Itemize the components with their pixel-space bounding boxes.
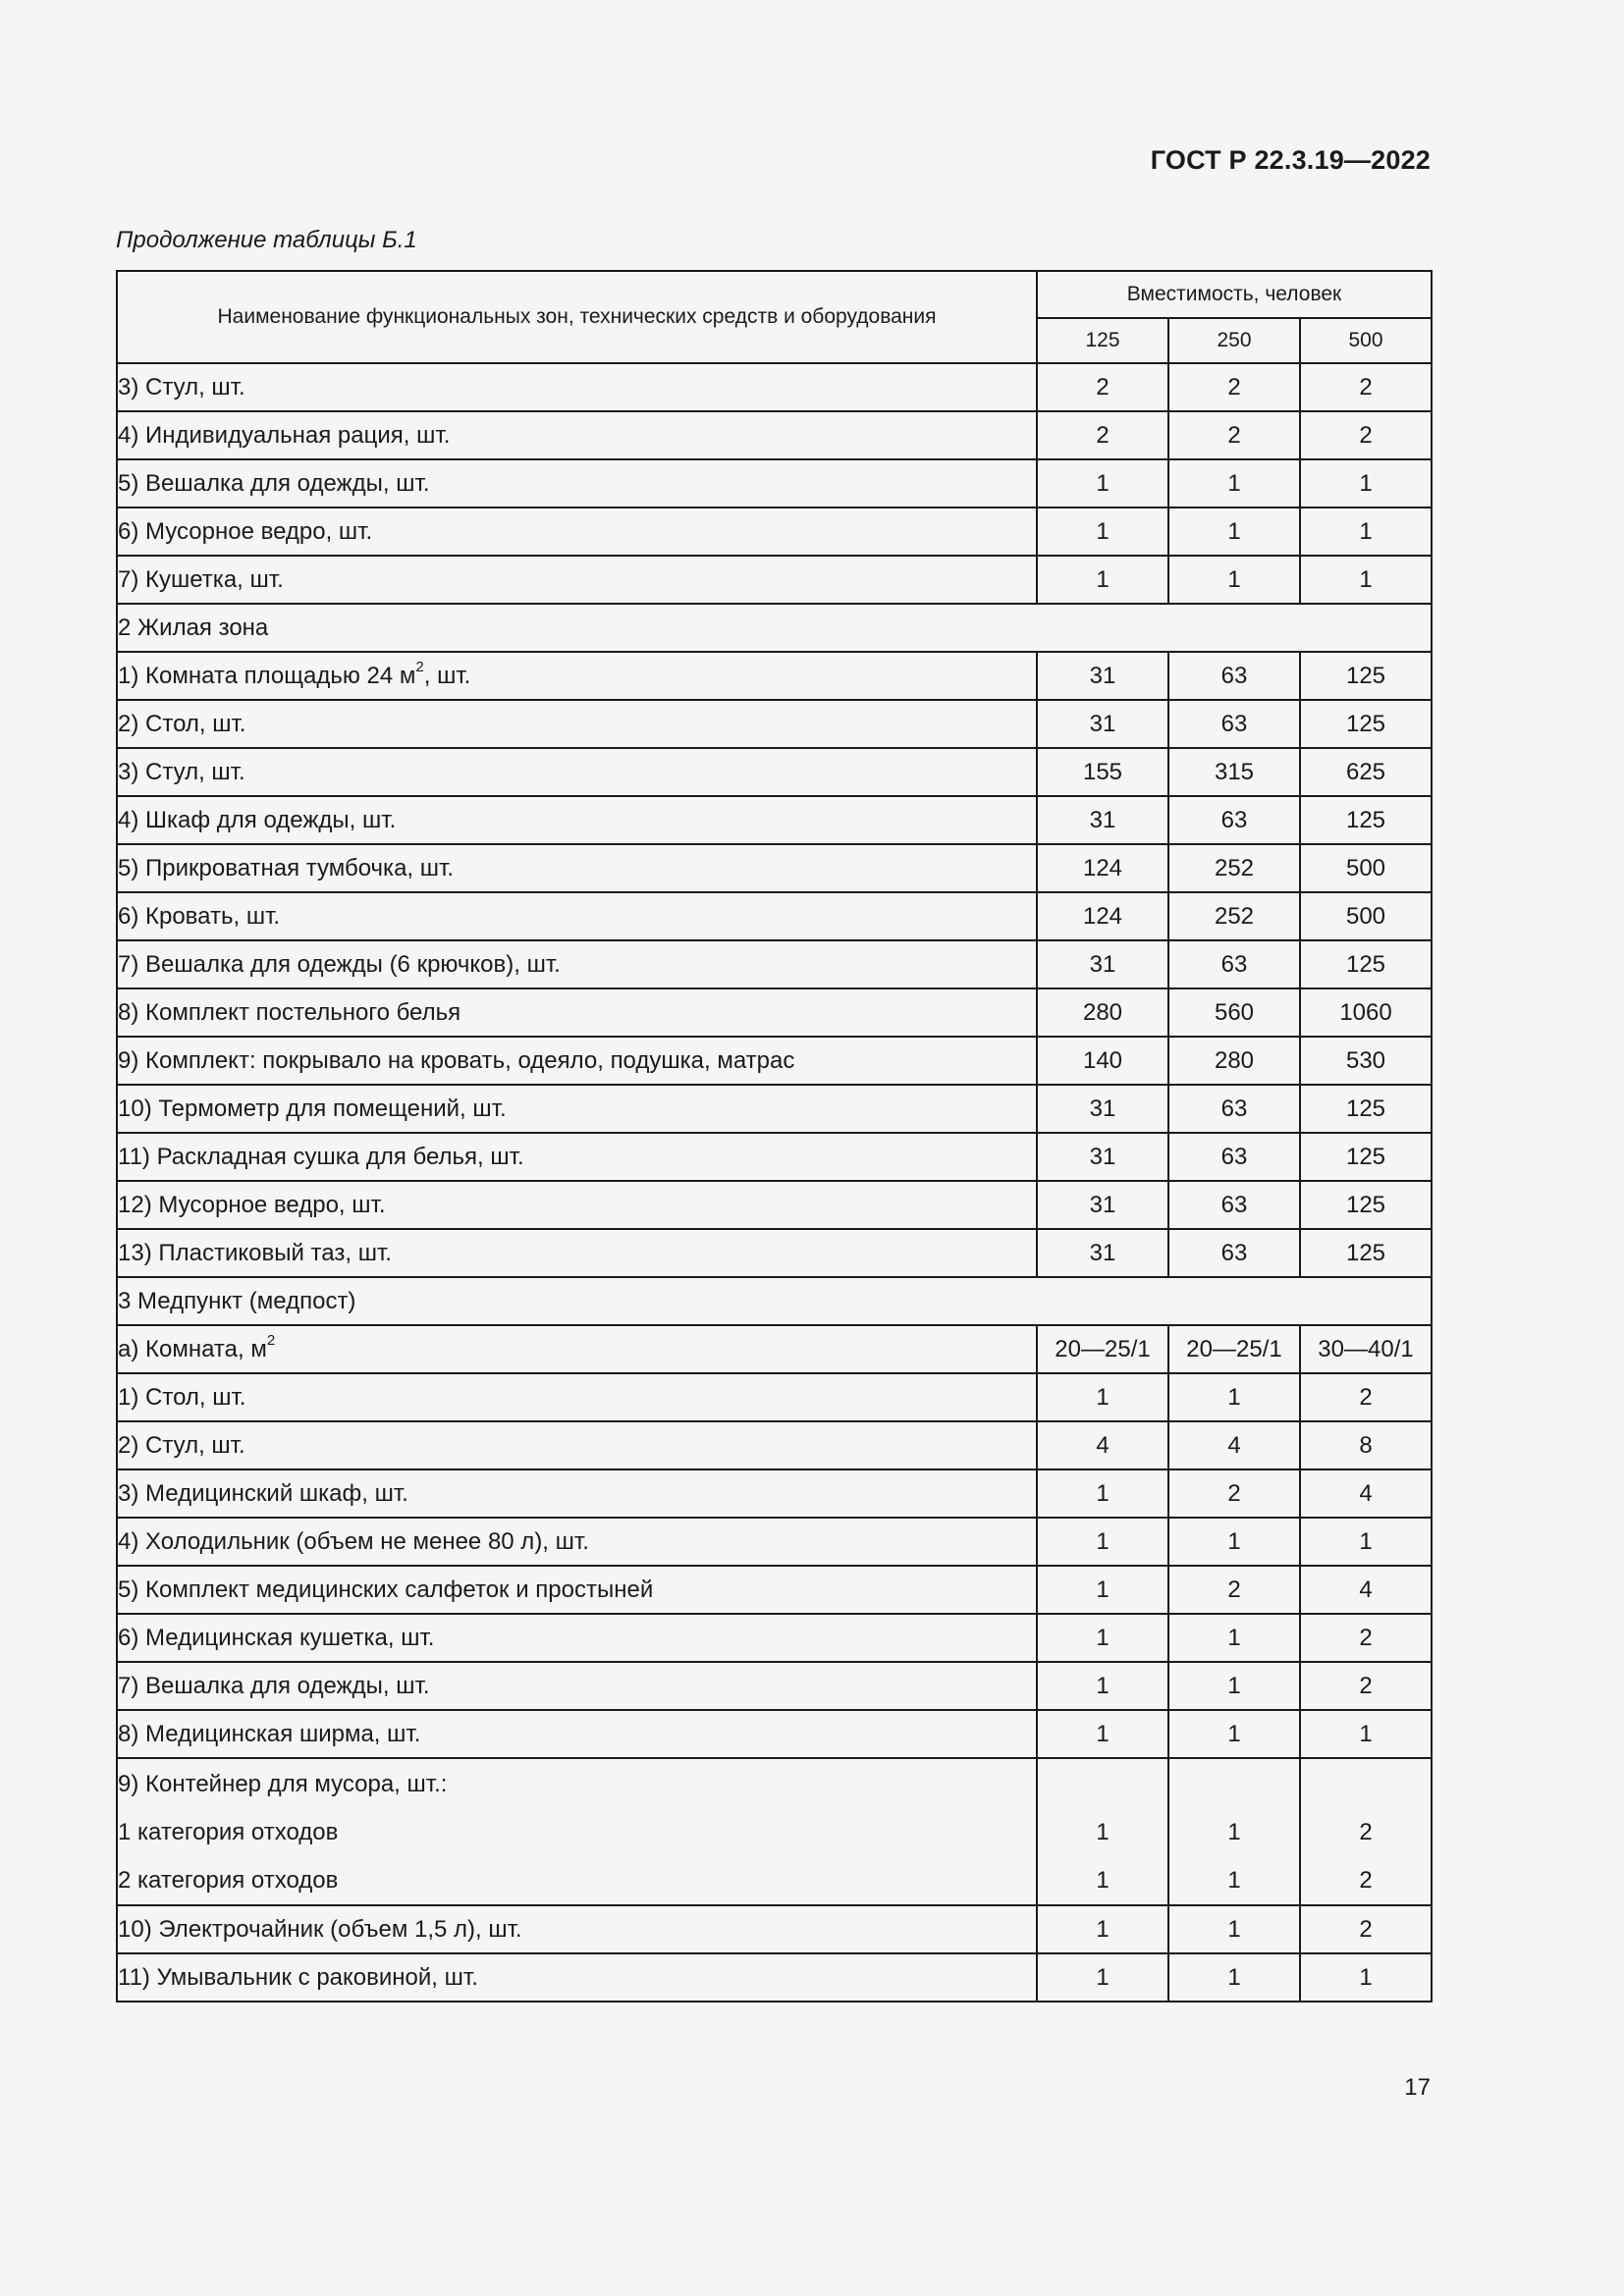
row-name <box>117 459 1037 507</box>
cell-value-line <box>1301 1760 1431 1808</box>
cell-value: 4 <box>1037 1421 1168 1469</box>
column-header-250: 250 <box>1168 318 1300 363</box>
row-name <box>117 1758 1037 1905</box>
cell-value: 1 <box>1168 1905 1300 1953</box>
row-name <box>117 1662 1037 1710</box>
cell-value: 1060 <box>1300 988 1432 1037</box>
cell-value-line: 1 <box>1227 1819 1241 1845</box>
table-row <box>117 363 1432 411</box>
cell-value: 1 <box>1300 556 1432 604</box>
row-name-text: 13) Пластиковый таз, шт. <box>118 1239 392 1266</box>
cell-value: 4 <box>1300 1566 1432 1614</box>
row-name <box>117 748 1037 796</box>
row-name-line: 9) Контейнер для мусора, шт.: <box>118 1771 448 1797</box>
cell-value: 125 <box>1300 1229 1432 1277</box>
cell-value: 1 <box>1300 1953 1432 2002</box>
cell-value: 2 <box>1037 363 1168 411</box>
table-row <box>117 940 1432 988</box>
table-row <box>117 411 1432 459</box>
document-code: ГОСТ Р 22.3.19—2022 <box>1150 145 1431 175</box>
table-row <box>117 1905 1432 1953</box>
cell-value: 20—25/1 <box>1037 1325 1168 1373</box>
row-name-text: 2) Стул, шт. <box>118 1431 245 1459</box>
cell-value: 31 <box>1037 1229 1168 1277</box>
cell-value: 1 <box>1168 1518 1300 1566</box>
cell-value: 63 <box>1168 700 1300 748</box>
table-row <box>117 700 1432 748</box>
row-name-text: 3) Стул, шт. <box>118 758 245 785</box>
table-row <box>117 844 1432 892</box>
cell-value: 31 <box>1037 796 1168 844</box>
row-name <box>117 1905 1037 1953</box>
cell-value-line: 2 <box>1359 1819 1373 1845</box>
cell-value: 1 <box>1037 1518 1168 1566</box>
row-name <box>117 1181 1037 1229</box>
table-body <box>117 363 1432 2002</box>
table-row <box>117 1325 1432 1373</box>
cell-value: 625 <box>1300 748 1432 796</box>
cell-value <box>1168 1758 1300 1905</box>
table-row <box>117 1953 1432 2002</box>
cell-value: 1 <box>1168 1373 1300 1421</box>
row-name <box>117 1469 1037 1518</box>
cell-value: 2 <box>1300 1373 1432 1421</box>
table-row <box>117 556 1432 604</box>
cell-value: 2 <box>1300 1905 1432 1953</box>
column-header-125: 125 <box>1037 318 1168 363</box>
row-name-text: 8) Комплект постельного белья <box>118 998 461 1026</box>
row-name <box>117 1325 1037 1373</box>
cell-value: 1 <box>1168 1953 1300 2002</box>
row-name <box>117 1085 1037 1133</box>
row-name <box>117 363 1037 411</box>
cell-value: 2 <box>1037 411 1168 459</box>
row-name-text: 6) Медицинская кушетка, шт. <box>118 1624 435 1651</box>
section-title: 3 Медпункт (медпост) <box>117 1277 1432 1325</box>
cell-value: 1 <box>1037 1373 1168 1421</box>
cell-value-line <box>1169 1760 1299 1808</box>
row-name-text: 5) Комплект медицинских салфеток и простыней <box>118 1575 654 1603</box>
cell-value: 1 <box>1300 1518 1432 1566</box>
row-name <box>117 1710 1037 1758</box>
cell-value: 1 <box>1168 1662 1300 1710</box>
table-row <box>117 796 1432 844</box>
cell-value: 63 <box>1168 1181 1300 1229</box>
cell-value: 31 <box>1037 940 1168 988</box>
cell-value: 2 <box>1300 1614 1432 1662</box>
row-name-text: 4) Холодильник (объем не менее 80 л), шт. <box>118 1527 589 1555</box>
row-name <box>117 652 1037 700</box>
cell-value: 4 <box>1300 1469 1432 1518</box>
row-name-text: 7) Вешалка для одежды, шт. <box>118 1672 430 1699</box>
cell-value: 1 <box>1037 1905 1168 1953</box>
table-row <box>117 892 1432 940</box>
table-row <box>117 1518 1432 1566</box>
cell-value: 1 <box>1037 1614 1168 1662</box>
section-row <box>117 1277 1432 1325</box>
table-row <box>117 1229 1432 1277</box>
row-name-text: 1) Стол, шт. <box>118 1383 246 1411</box>
table-row <box>117 1133 1432 1181</box>
cell-value: 125 <box>1300 1133 1432 1181</box>
cell-value: 20—25/1 <box>1168 1325 1300 1373</box>
row-name-line: 2 категория отходов <box>118 1867 339 1894</box>
page-number: 17 <box>1404 2074 1431 2101</box>
row-name-text: 10) Электрочайник (объем 1,5 л), шт. <box>118 1915 522 1943</box>
table-row <box>117 459 1432 507</box>
table-caption: Продолжение таблицы Б.1 <box>116 227 417 253</box>
cell-value: 280 <box>1168 1037 1300 1085</box>
table-row <box>117 1469 1432 1518</box>
cell-value: 500 <box>1300 844 1432 892</box>
cell-value: 1 <box>1168 556 1300 604</box>
cell-value: 63 <box>1168 940 1300 988</box>
cell-value: 125 <box>1300 1181 1432 1229</box>
cell-value: 1 <box>1037 1662 1168 1710</box>
cell-value-line <box>1038 1760 1167 1808</box>
row-name-text: 5) Прикроватная тумбочка, шт. <box>118 854 455 881</box>
cell-value: 31 <box>1037 700 1168 748</box>
table-row <box>117 1037 1432 1085</box>
cell-value: 1 <box>1168 1710 1300 1758</box>
row-name-text: 10) Термометр для помещений, шт. <box>118 1095 507 1122</box>
row-name <box>117 556 1037 604</box>
cell-value: 30—40/1 <box>1300 1325 1432 1373</box>
row-name <box>117 892 1037 940</box>
row-name-text: 11) Раскладная сушка для белья, шт. <box>118 1143 524 1170</box>
row-name-text: 4) Шкаф для одежды, шт. <box>118 806 397 833</box>
row-name <box>117 1518 1037 1566</box>
cell-value: 1 <box>1037 507 1168 556</box>
row-name <box>117 411 1037 459</box>
cell-value: 124 <box>1037 844 1168 892</box>
cell-value: 1 <box>1037 1953 1168 2002</box>
cell-value: 2 <box>1168 411 1300 459</box>
table-row <box>117 1614 1432 1662</box>
row-name-text: 5) Вешалка для одежды, шт. <box>118 469 430 497</box>
cell-value: 125 <box>1300 652 1432 700</box>
table-row <box>117 1662 1432 1710</box>
table-row <box>117 507 1432 556</box>
row-name <box>117 1566 1037 1614</box>
row-name <box>117 507 1037 556</box>
table-row <box>117 748 1432 796</box>
cell-value: 2 <box>1168 1566 1300 1614</box>
row-name <box>117 1037 1037 1085</box>
cell-value: 125 <box>1300 940 1432 988</box>
table-row <box>117 988 1432 1037</box>
row-name-text: 7) Кушетка, шт. <box>118 565 284 593</box>
cell-value: 315 <box>1168 748 1300 796</box>
cell-value: 1 <box>1168 459 1300 507</box>
cell-value: 1 <box>1168 507 1300 556</box>
cell-value: 63 <box>1168 652 1300 700</box>
unit-superscript: 2 <box>266 1331 276 1349</box>
cell-value: 2 <box>1168 363 1300 411</box>
cell-value-line: 1 <box>1227 1867 1241 1894</box>
row-name-text: 7) Вешалка для одежды (6 крючков), шт. <box>118 950 561 978</box>
cell-value: 31 <box>1037 652 1168 700</box>
row-name <box>117 1614 1037 1662</box>
cell-value: 530 <box>1300 1037 1432 1085</box>
row-name-text: 4) Индивидуальная рация, шт. <box>118 421 451 449</box>
cell-value: 1 <box>1037 1469 1168 1518</box>
cell-value: 252 <box>1168 844 1300 892</box>
cell-value-line: 1 <box>1096 1819 1110 1845</box>
cell-value: 155 <box>1037 748 1168 796</box>
cell-value: 140 <box>1037 1037 1168 1085</box>
table-row <box>117 1566 1432 1614</box>
column-header-500: 500 <box>1300 318 1432 363</box>
cell-value: 1 <box>1300 507 1432 556</box>
cell-value: 63 <box>1168 1229 1300 1277</box>
column-header-capacity: Вместимость, человек <box>1037 271 1432 318</box>
section-row <box>117 604 1432 652</box>
row-name-text: 3) Стул, шт. <box>118 373 245 400</box>
cell-value: 2 <box>1300 1662 1432 1710</box>
row-name-text: а) Комната, м <box>118 1335 267 1362</box>
cell-value <box>1300 1758 1432 1905</box>
table-row <box>117 652 1432 700</box>
table-row <box>117 1085 1432 1133</box>
row-name <box>117 844 1037 892</box>
table-row <box>117 1758 1432 1905</box>
table-row <box>117 1421 1432 1469</box>
cell-value: 63 <box>1168 1133 1300 1181</box>
row-name <box>117 796 1037 844</box>
row-name-text: 12) Мусорное ведро, шт. <box>118 1191 386 1218</box>
column-header-name: Наименование функциональных зон, технических средств и оборудования <box>117 271 1037 363</box>
cell-value: 8 <box>1300 1421 1432 1469</box>
cell-value-line: 1 <box>1096 1867 1110 1894</box>
row-name-text: 6) Мусорное ведро, шт. <box>118 517 373 545</box>
cell-value: 1 <box>1300 459 1432 507</box>
cell-value: 1 <box>1037 459 1168 507</box>
cell-value: 2 <box>1168 1469 1300 1518</box>
table-row <box>117 1710 1432 1758</box>
row-name-text: 11) Умывальник с раковиной, шт. <box>118 1963 478 1991</box>
cell-value: 280 <box>1037 988 1168 1037</box>
equipment-table <box>116 270 1433 2002</box>
row-name <box>117 1421 1037 1469</box>
cell-value-line: 2 <box>1359 1867 1373 1894</box>
row-name <box>117 700 1037 748</box>
cell-value: 63 <box>1168 796 1300 844</box>
cell-value: 125 <box>1300 1085 1432 1133</box>
section-title: 2 Жилая зона <box>117 604 1432 652</box>
row-name <box>117 1133 1037 1181</box>
cell-value: 125 <box>1300 796 1432 844</box>
cell-value: 124 <box>1037 892 1168 940</box>
row-name <box>117 1229 1037 1277</box>
cell-value: 2 <box>1300 411 1432 459</box>
cell-value: 63 <box>1168 1085 1300 1133</box>
table-row <box>117 1181 1432 1229</box>
row-name <box>117 988 1037 1037</box>
table-row <box>117 1373 1432 1421</box>
row-name-text: 1) Комната площадью 24 м <box>118 662 416 689</box>
cell-value: 1 <box>1300 1710 1432 1758</box>
cell-value: 2 <box>1300 363 1432 411</box>
cell-value: 252 <box>1168 892 1300 940</box>
cell-value: 1 <box>1037 1710 1168 1758</box>
row-name-text: 9) Комплект: покрывало на кровать, одеяло, подушка, матрас <box>118 1046 795 1074</box>
row-name <box>117 940 1037 988</box>
row-name <box>117 1953 1037 2002</box>
row-name-text: 6) Кровать, шт. <box>118 902 281 930</box>
cell-value: 1 <box>1037 556 1168 604</box>
cell-value: 4 <box>1168 1421 1300 1469</box>
row-name-text: 2) Стол, шт. <box>118 710 246 737</box>
cell-value: 31 <box>1037 1133 1168 1181</box>
row-name-line: 1 категория отходов <box>118 1819 339 1845</box>
cell-value: 31 <box>1037 1181 1168 1229</box>
row-name-tail: , шт. <box>423 662 471 689</box>
cell-value: 1 <box>1037 1566 1168 1614</box>
cell-value: 500 <box>1300 892 1432 940</box>
cell-value: 125 <box>1300 700 1432 748</box>
cell-value: 31 <box>1037 1085 1168 1133</box>
cell-value: 1 <box>1168 1614 1300 1662</box>
unit-superscript: 2 <box>415 658 424 675</box>
cell-value <box>1037 1758 1168 1905</box>
row-name-text: 8) Медицинская ширма, шт. <box>118 1720 421 1747</box>
row-name-text: 3) Медицинский шкаф, шт. <box>118 1479 408 1507</box>
row-name <box>117 1373 1037 1421</box>
cell-value: 560 <box>1168 988 1300 1037</box>
